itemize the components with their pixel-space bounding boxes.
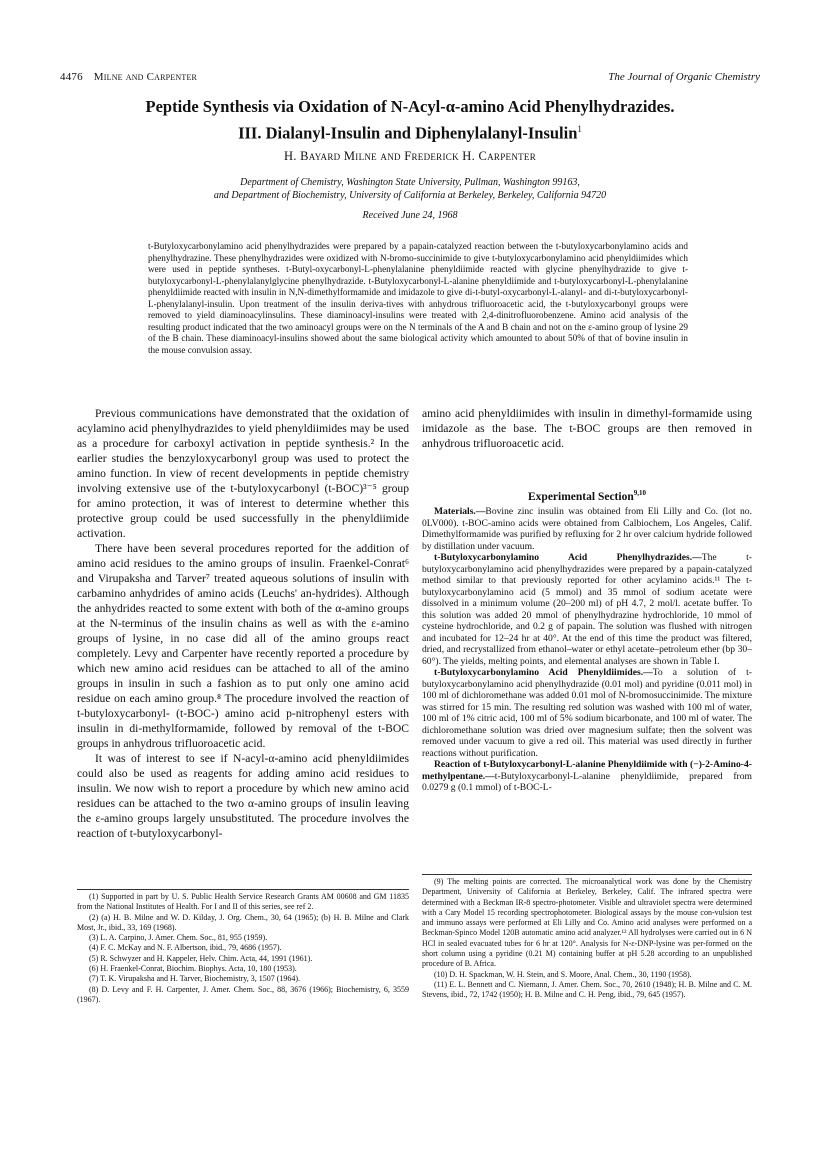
footnote: (4) F. C. McKay and N. F. Albertson, ibid., 79, 4686 (1957). xyxy=(89,943,282,953)
article-title xyxy=(70,96,750,145)
title-line-1: Peptide Synthesis via Oxidation of N-Acyl-α-amino Acid Phenylhydrazides. xyxy=(145,97,675,116)
footnote: (6) H. Fraenkel-Conrat, Biochim. Biophys. Acta, 10, 180 (1953). xyxy=(89,964,297,974)
title-line-2: III. Dialanyl-Insulin and Diphenylalanyl-Insulin$^1$ xyxy=(238,123,582,143)
journal-name: The Journal of Organic Chemistry xyxy=(608,71,760,83)
footnotes-right xyxy=(422,874,752,1001)
body-paragraph: There have been several procedures reported for the addition of amino acid residues to the amino groups of insulin. Fraenkel-Conrat⁶ and Virupaksha and Tarver⁷ treated aqueous solutions of insulin with carbamino anhydrides of amino acids (Leuchs' an-hydrides). Although the anhydrides reacted to some extent with both of the α-amino groups at the N-terminus of the insulin chains as well as with the ε-amino groups of lysine, in no case did all of the amino groups react completely. Levy and Carpenter have recently reported a procedure by which new amino acid residues can be attached to all of the amino groups in insulin in such a fashion as to put only one amino acid residue on each amino group.⁸ The procedure involved the reaction of t-butyloxycarbonyl- (t-BOC-) amino acid p-nitrophenyl esters with insulin in di-methylformamide, followed by removal of the t-BOC groups in anhydrous trifluoroacetic acid. xyxy=(77,542,409,750)
reaction-paragraph: Reaction of t-Butyloxycarbonyl-L-alanine Phenyldiimide with (−)-2-Amino-4-methylpentane.—t-Butyloxycarbonyl-L-alanine phenyldiimide, prepared from 0.0279 g (0.1 mmol) of t-BOC-L- xyxy=(422,759,752,793)
body-paragraph: amino acid phenyldiimides with insulin in dimethyl-formamide using imidazole as the base. The t-BOC groups are then removed in anhydrous trifluoroacetic acid. xyxy=(422,407,752,450)
materials-paragraph: Materials.—Bovine zinc insulin was obtained from Eli Lilly and Co. (lot no. 0LV000). t-BOC-amino acids were obtained from Calbiochem, Los Angeles, Calif. Dimethylformamide was purified by refluxing for 2 hr over calcium hydride followed by distillation under vacuum. xyxy=(422,506,752,552)
body-column-right xyxy=(422,406,752,451)
footnote: (1) Supported in part by U. S. Public Health Service Research Grants AM 00608 and GM 11835 from the National Institutes of Health. For I and II of this series, see ref 2. xyxy=(77,892,409,912)
body-column-left xyxy=(77,406,409,841)
experimental-section xyxy=(422,506,752,794)
footnote: (8) D. Levy and F. H. Carpenter, J. Amer. Chem. Soc., 88, 3676 (1966); Biochemistry, 6, 3559 (1967). xyxy=(77,984,409,1004)
footnotes-left xyxy=(77,889,409,1005)
running-head-authors: Milne and Carpenter xyxy=(93,71,198,83)
section-heading: Experimental Section$^{9,10}$ xyxy=(528,489,646,503)
footnote: (9) The melting points are corrected. The microanalytical work was done by the Chemistry Department, University of California at Berkeley, Berkeley, Calif. The infrared spectra were determined with a Beckman IR-8 spectro-photometer. Visible and ultraviolet spectra were determined with a Cary Model 15 recording spectrophotometer. Biological assays by the mouse con-vulsion test and immuno assays were performed at Eli Lilly and Co. Amino acid analyses were performed on a Beckman-Spinco Model 120B automatic amino acid analyzer.¹² All hydrolyses were carried out in 6 N HCl in sealed evacuated tubes for 6 hr at 120°. Analysis for N-ε-DNP-lysine was per-formed on the short column using a pyridine (0.21 M) containing buffer at pH 5.28 according to an unpublished procedure of B. Africa. xyxy=(422,877,752,969)
running-head-left xyxy=(60,71,197,83)
body-paragraph: Previous communications have demonstrated that the oxidation of acylamino acid phenylhydrazides to yield phenyldiimides may be used as a procedure for carboxyl activation in peptide synthesis.² In the earlier studies the benzyloxycarbonyl group was used to protect the amino function. In view of recent developments in peptide chemistry involving extensive use of the t-butyloxycarbonyl (t-BOC)³⁻⁵ group for amino protection, it was of interest to determine whether this protective group could be used successfully in the phenyldiimide activation. xyxy=(77,407,409,540)
abstract: t-Butyloxycarbonylamino acid phenylhydrazides were prepared by a papain-catalyzed reaction between the t-butyloxycarbonylamino acids and phenylhydrazine. These phenylhydrazides were oxidized with N-bromo-succinimide to give t-butyloxycarbonylamino acid phenyldiimides which were used in peptide syntheses. t-Butyl-oxycarbonyl-L-phenylalanine phenyldiimide reacted with glycine phenylhydrazide to give t-butyloxycarbonyl-L-phenylalanylglycine phenylhydrazide. t-Butyloxycarbonyl-L-alanine phenyldiimide and t-butyloxycarbonyl-L-phenylalanine phenyldiimide reacted with insulin in N,N-dimethylformamide and imidazole to give di-t-butyl-oxycarbonyl-L-alanyl- and di-t-butyloxycarbonyl-L-phenylalanyl-insulin. Upon treatment of the insulin deriva-tives with anhydrous trifluoroacetic acid, the t-butyloxycarbonyl groups were removed to yield diaminoacylinsulins. These diaminoacyl-insulins were treated with 2,4-dinitrofluorobenzene. Amino acid analysis of the resulting product indicated that the two aminoacyl groups were on the N terminals of the A and B chain and not on the ε-amino group of lysine 29 of the B chain. These diaminoacyl-insulins showed about the same biological activity which amounted to about 50% of that of bovine insulin in the mouse convulsion assay. xyxy=(148,241,688,355)
footnote: (3) L. A. Carpino, J. Amer. Chem. Soc., 81, 955 (1959). xyxy=(89,933,268,943)
running-head xyxy=(60,71,760,83)
title-footnote-marker: 1 xyxy=(577,124,582,134)
affiliation-1: Department of Chemistry, Washington State University, Pullman, Washington 99163, xyxy=(240,177,580,188)
footnote: (2) (a) H. B. Milne and W. D. Kilday, J. Org. Chem., 30, 64 (1965); (b) H. B. Milne and Clark Most, Jr., ibid., 33, 169 (1968). xyxy=(77,912,409,932)
diimides-paragraph: t-Butyloxycarbonylamino Acid Phenyldiimides.—To a solution of t-butyloxycarbonylamino acid phenylhydrazide (0.01 mol) and pyridine (0.011 mol) in 100 ml of dichloromethane was added 0.01 mol of N-bromosuccinimide. The mixture was stirred for 15 min. The resulting red solution was washed with 100 ml of water, 100 ml of 1% citric acid, 100 ml of 5% sodium bicarbonate, and 100 ml of water. The dichloromethane solution was dried over magnesium sulfate; then the solvent was removed under vacuum to give a red oil. This material was used directly in further reactions without purification. xyxy=(422,667,752,759)
section-heading-refs: 9,10 xyxy=(633,489,646,497)
footnote: (11) E. L. Bennett and C. Niemann, J. Amer. Chem. Soc., 70, 2610 (1948); H. B. Milne and C. M. Stevens, ibid., 72, 1742 (1950); H. B. Milne and C. H. Peng, ibid., 79, 645 (1957). xyxy=(422,979,752,1000)
author-list: H. Bayard Milne and Frederick H. Carpenter xyxy=(283,149,537,163)
body-paragraph: It was of interest to see if N-acyl-α-amino acid phenyldiimides could also be used as reagents for adding amino acid residues to insulin. We now wish to report a procedure by which new amino acid residues can be attached to the two α-amino groups of insulin leaving the ε-amino groups largely unsubstituted. The procedure involves the reaction of t-butyloxycarbonyl- xyxy=(77,752,409,840)
page-number: 4476 xyxy=(60,71,83,83)
footnote: (5) R. Schwyzer and H. Kappeler, Helv. Chim. Acta, 44, 1991 (1961). xyxy=(89,953,313,963)
footnote: (10) D. H. Spackman, W. H. Stein, and S. Moore, Anal. Chem., 30, 1190 (1958). xyxy=(434,969,692,979)
affiliation-2: and Department of Biochemistry, University of California at Berkeley, Berkeley, California 94720 xyxy=(213,190,607,201)
footnote: (7) T. K. Virupaksha and H. Tarver, Biochemistry, 3, 1507 (1964). xyxy=(89,974,301,984)
hydrazides-paragraph: t-Butyloxycarbonylamino Acid Phenylhydrazides.—The t-butyloxycarbonylamino acid phenylhydrazides were prepared by a papain-catalyzed method similar to that previously reported for other acylamino acids.¹¹ The t-butyloxycarbonylamino acid (5 mmol) and 35 mmol of sodium acetate were dissolved in a minimum volume (20–200 ml) of pH 4.7, 2 mol/l. acetate buffer. To this solution was added 20 mmol of phenylhydrazine hydrochloride, 10 mmol of cysteine hydrochloride, and 0.2 g of papain. The solution was flushed with nitrogen and incubated for 12–24 hr at 40°. At the end of this time the product was filtered, dried, and recrystallized from ethanol–water or ethyl acetate–petroleum ether (bp 30–60°). The yields, melting points, and elemental analyses are shown in Table I. xyxy=(422,552,752,667)
affiliations xyxy=(120,176,700,202)
received-date: Received June 24, 1968 xyxy=(362,210,458,221)
